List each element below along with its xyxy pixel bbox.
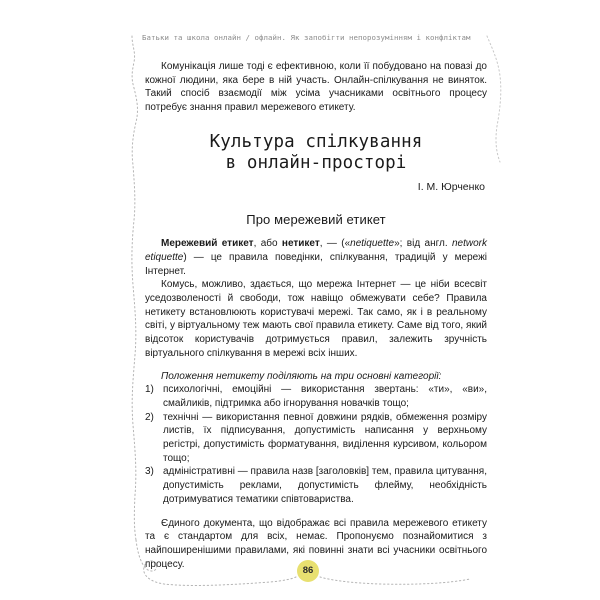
term-netiquette: Мережевий етикет xyxy=(161,238,254,250)
page-number: 86 xyxy=(302,565,314,576)
intro-paragraph: Комунікація лише тоді є ефективною, коли її побудовано на повазі до кожної людини, яка бере в ній участь. Онлайн-спілкування не виняток. Такий спосіб взаємодії між усіма учасниками освітнього процесу потребує знання правил мережевого етикету. xyxy=(145,61,487,114)
list-item-text: технічні — використання певної довжини рядків, обмеження розміру листів, їх підписування, допустимість написання у верхньому регістрі, допустимість форматування, виділення курсивом, кольором тощо; xyxy=(163,411,487,464)
article-title xyxy=(145,132,487,174)
running-header: Батьки та школа онлайн / офлайн. Як запобігти непорозумінням і конфліктам xyxy=(142,33,471,42)
list-item xyxy=(145,411,487,466)
list-item xyxy=(145,465,487,506)
term-netiket: нетикет xyxy=(281,238,320,250)
page-content xyxy=(145,60,487,571)
categories-intro: Положення нетикету поділяють на три основні категорії: xyxy=(161,370,442,382)
section-title: Про мережевий етикет xyxy=(246,211,386,227)
list-item xyxy=(145,383,487,410)
list-item-number: 2) xyxy=(145,411,154,423)
definition-paragraph: Мережевий етикет, або нетикет, — («netiquette»; від англ. network etiquette) — це правила поведінки, спілкування, традицій у мережі Інтернет. xyxy=(145,238,488,277)
body-paragraph: Комусь, можливо, здається, що мережа Інтернет — це ніби всесвіт уседозволеності й свободи, тож навіщо обмежувати себе? Правила нетикету встановлюють користувачі мережі. Так само, як і в реальному світі, у віртуальному теж мають свої правила етикету. Саме від того, який відсоток користувачів дотримується правил, залежить зручність віртуального спілкування в мережі всіх інших. xyxy=(145,279,487,359)
author-name: І. М. Юрченко xyxy=(417,180,485,193)
list-item-number: 1) xyxy=(145,384,154,396)
list-item-text: психологічні, емоційні — використання звертань: «ти», «ви», смайликів, підтримка або ігнорування новачків тощо; xyxy=(163,384,487,409)
categories-list xyxy=(145,383,487,506)
foreign-term: netiquette xyxy=(350,238,395,250)
source-term: network etiquette xyxy=(145,238,488,263)
page-number-badge xyxy=(297,560,319,582)
article-title-line-2: в онлайн-просторі xyxy=(225,152,407,173)
article-title-line-1: Культура спілкування xyxy=(209,131,423,152)
closing-paragraph: Єдиного документа, що відображає всі правила мережевого етикету та є стандартом для всіх, немає. Пропонуємо познайомитися з найпоширенішими правилами, які повинні знати всі учасники освітнього процесу. xyxy=(145,517,487,570)
list-item-text: адміністративні — правила назв [заголовків] тем, правила цитування, допустимість реклами, допустимість флейму, необхідність дотримуватися тематики співтовариства. xyxy=(163,466,487,505)
list-item-number: 3) xyxy=(145,466,154,478)
